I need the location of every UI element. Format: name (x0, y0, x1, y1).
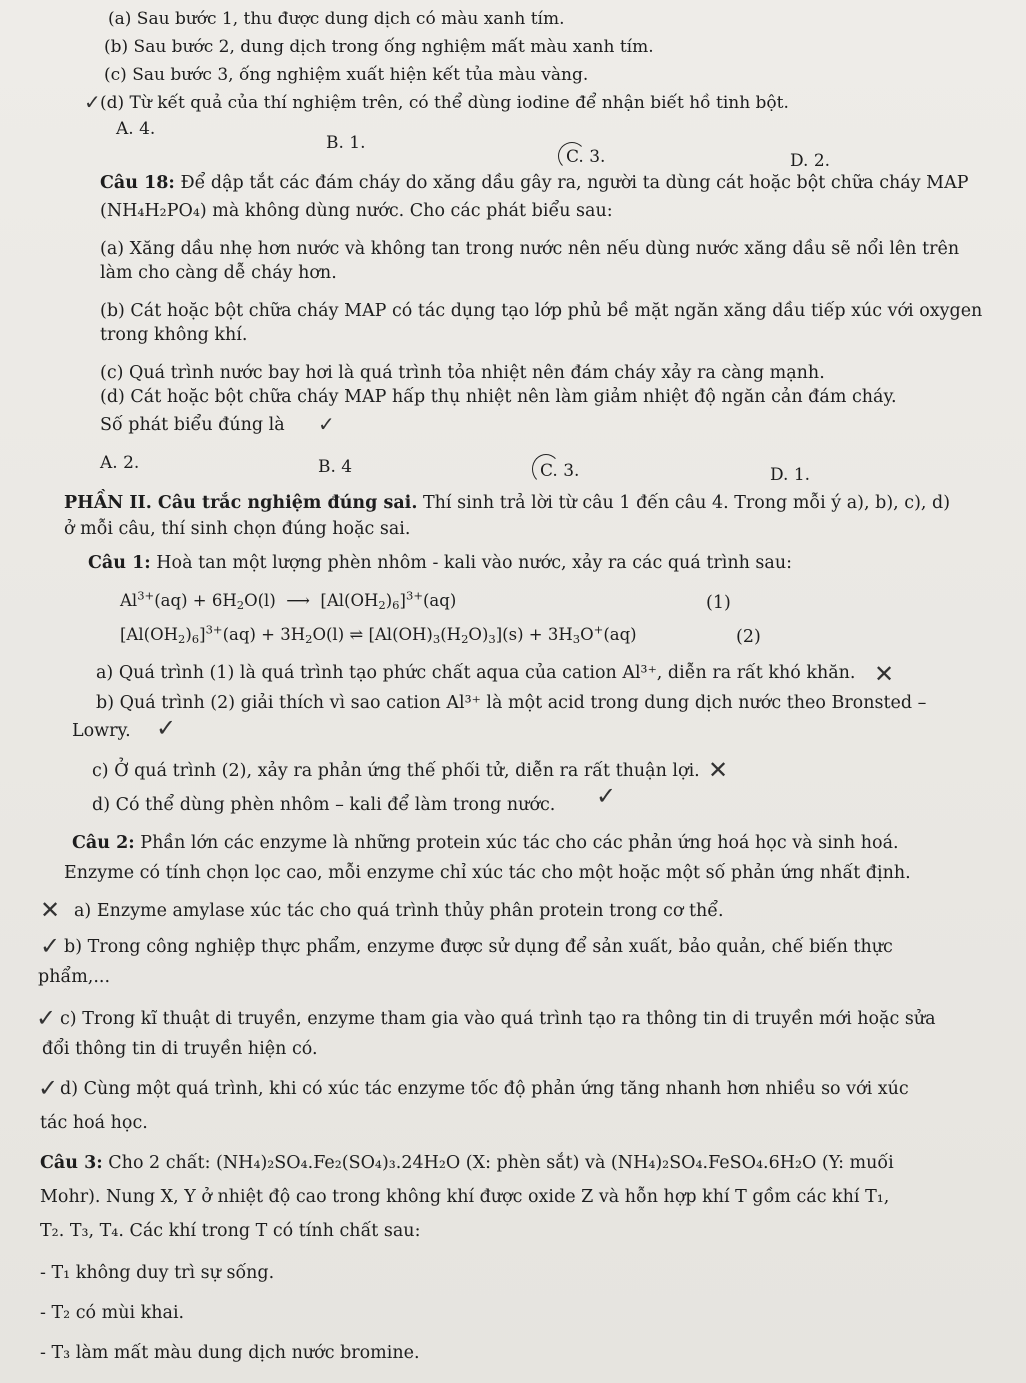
c2-statement-c-2: đổi thông tin di truyền hiện có. (42, 1039, 318, 1059)
q18-statement-b-2: trong không khí. (100, 325, 248, 345)
c1-stem: Hoà tan một lượng phèn nhôm - kali vào nước, xảy ra các quá trình sau: (150, 553, 793, 573)
c2-statement-b-2: phẩm,... (38, 967, 111, 987)
q17-statement-c: (c) Sau bước 3, ống nghiệm xuất hiện kết tủa màu vàng. (104, 65, 589, 85)
q18-option-c: C. 3. (540, 461, 580, 481)
part2-title: PHẦN II. Câu trắc nghiệm đúng sai. (64, 493, 418, 513)
c2-statement-c-1: c) Trong kĩ thuật di truyền, enzyme tham gia vào quá trình tạo ra thông tin di truyền mới hoặc sửa (60, 1009, 936, 1029)
c3-property-t1: - T₁ không duy trì sự sống. (40, 1263, 275, 1283)
c3-stem: Cho 2 chất: (NH₄)₂SO₄.Fe₂(SO₄)₃.24H₂O (X: phèn sắt) và (NH₄)₂SO₄.FeSO₄.6H₂O (Y: muối (102, 1153, 894, 1173)
q18-line-1 (100, 172, 969, 194)
c1-line (88, 552, 792, 574)
cross-mark-icon: ✕ (40, 896, 61, 924)
c3-line-1 (40, 1152, 894, 1174)
q18-statement-a-2: làm cho càng dễ cháy hơn. (100, 263, 337, 283)
c3-line-3: T₂. T₃, T₄. Các khí trong T có tính chất sau: (40, 1221, 421, 1241)
cross-mark-icon: ✕ (874, 660, 895, 688)
equation-1-label: (1) (706, 593, 731, 613)
c2-title: Câu 2: (72, 833, 135, 853)
q18-question: Số phát biểu đúng là (100, 415, 285, 435)
q18-statement-d: (d) Cát hoặc bột chữa cháy MAP hấp thụ nhiệt nên làm giảm nhiệt độ ngăn cản đám cháy. (100, 387, 897, 407)
q18-option-d: D. 1. (770, 465, 811, 485)
c2-stem-2: Enzyme có tính chọn lọc cao, mỗi enzyme chỉ xúc tác cho một hoặc một số phản ứng nhất định. (64, 863, 911, 883)
check-mark-icon: ✓ (156, 714, 177, 742)
equation-1: $Al^{3+}(aq) + 6H_2O(l)$ ⟶ $[Al(OH_2)_6]^{3+}(aq)$ (120, 588, 457, 612)
answer-circle-icon (558, 142, 586, 170)
q17-statement-b: (b) Sau bước 2, dung dịch trong ống nghiệm mất màu xanh tím. (104, 37, 654, 57)
part2-line-1 (64, 492, 950, 514)
c1-statement-d: d) Có thể dùng phèn nhôm – kali để làm trong nước. (92, 795, 556, 815)
equation-2-label: (2) (736, 627, 761, 647)
map-formula: (NH₄H₂PO₄) (100, 201, 207, 221)
c2-stem: Phần lớn các enzyme là những protein xúc tác cho các phản ứng hoá học và sinh hoá. (134, 833, 899, 853)
part2-intro-2: ở mỗi câu, thí sinh chọn đúng hoặc sai. (64, 519, 411, 539)
c1-statement-b-2: Lowry. (72, 721, 131, 741)
q18-statement-c: (c) Quá trình nước bay hơi là quá trình tỏa nhiệt nên đám cháy xảy ra càng mạnh. (100, 363, 825, 383)
c3-title: Câu 3: (40, 1153, 103, 1173)
part2-intro: Thí sinh trả lời từ câu 1 đến câu 4. Trong mỗi ý a), b), c), d) (417, 493, 951, 513)
c1-title: Câu 1: (88, 553, 151, 573)
c1-statement-b-1: b) Quá trình (2) giải thích vì sao cation Al³⁺ là một acid trong dung dịch nước theo Bronsted – (96, 693, 927, 713)
equation-2: $[Al(OH_2)_6]^{3+}(aq) + 3H_2O(l)$ ⇌ $[Al(OH)_3(H_2O)_3](s) + 3H_3O^+(aq)$ (120, 622, 637, 646)
q17-option-d: D. 2. (790, 151, 831, 171)
q18-option-b: B. 4 (318, 457, 353, 477)
c2-statement-d-2: tác hoá học. (40, 1113, 148, 1133)
q17-option-c: C. 3. (566, 147, 606, 167)
q18-statement-b-1: (b) Cát hoặc bột chữa cháy MAP có tác dụng tạo lớp phủ bề mặt ngăn xăng dầu tiếp xúc với oxygen (100, 301, 983, 321)
q17-option-b: B. 1. (326, 133, 366, 153)
q17-option-a: A. 4. (116, 119, 156, 139)
c3-property-t3: - T₃ làm mất màu dung dịch nước bromine. (40, 1343, 420, 1363)
c2-statement-a: a) Enzyme amylase xúc tác cho quá trình thủy phân protein trong cơ thể. (74, 901, 724, 921)
check-mark-icon: ✓ (36, 1004, 57, 1032)
check-mark-icon: ✓ (40, 932, 61, 960)
q18-line-2 (100, 200, 613, 222)
q18-stem-2: mà không dùng nước. Cho các phát biểu sau: (206, 201, 613, 221)
q18-option-a: A. 2. (100, 453, 140, 473)
c2-line-1 (72, 832, 899, 854)
c1-statement-a: a) Quá trình (1) là quá trình tạo phức chất aqua của cation Al³⁺, diễn ra rất khó khăn. (96, 663, 856, 683)
q18-statement-a-1: (a) Xăng dầu nhẹ hơn nước và không tan trong nước nên nếu dùng nước xăng dầu sẽ nổi lên trên (100, 239, 960, 259)
c2-statement-b-1: b) Trong công nghiệp thực phẩm, enzyme được sử dụng để sản xuất, bảo quản, chế biến thực (64, 937, 893, 957)
c1-statement-c: c) Ở quá trình (2), xảy ra phản ứng thế phối tử, diễn ra rất thuận lợi. (92, 761, 700, 781)
answer-circle-icon (532, 454, 560, 484)
q18-title: Câu 18: (100, 173, 175, 193)
check-mark-icon: ✓ (318, 412, 335, 436)
c3-property-t2: - T₂ có mùi khai. (40, 1303, 185, 1323)
q17-statement-d: (d) Từ kết quả của thí nghiệm trên, có thể dùng iodine để nhận biết hồ tinh bột. (100, 93, 789, 113)
cross-mark-icon: ✕ (708, 756, 729, 784)
check-mark-icon: ✓ (596, 782, 617, 810)
check-mark-icon: ✓ (84, 90, 101, 114)
c3-line-2: Mohr). Nung X, Y ở nhiệt độ cao trong không khí được oxide Z và hỗn hợp khí T gồm các khí T₁, (40, 1187, 890, 1207)
q18-stem: Để dập tắt các đám cháy do xăng dầu gây ra, người ta dùng cát hoặc bột chữa cháy MAP (174, 173, 969, 193)
check-mark-icon: ✓ (38, 1074, 59, 1102)
q17-statement-a: (a) Sau bước 1, thu được dung dịch có màu xanh tím. (108, 9, 565, 29)
c2-statement-d-1: d) Cùng một quá trình, khi có xúc tác enzyme tốc độ phản ứng tăng nhanh hơn nhiều so với xúc (60, 1079, 909, 1099)
